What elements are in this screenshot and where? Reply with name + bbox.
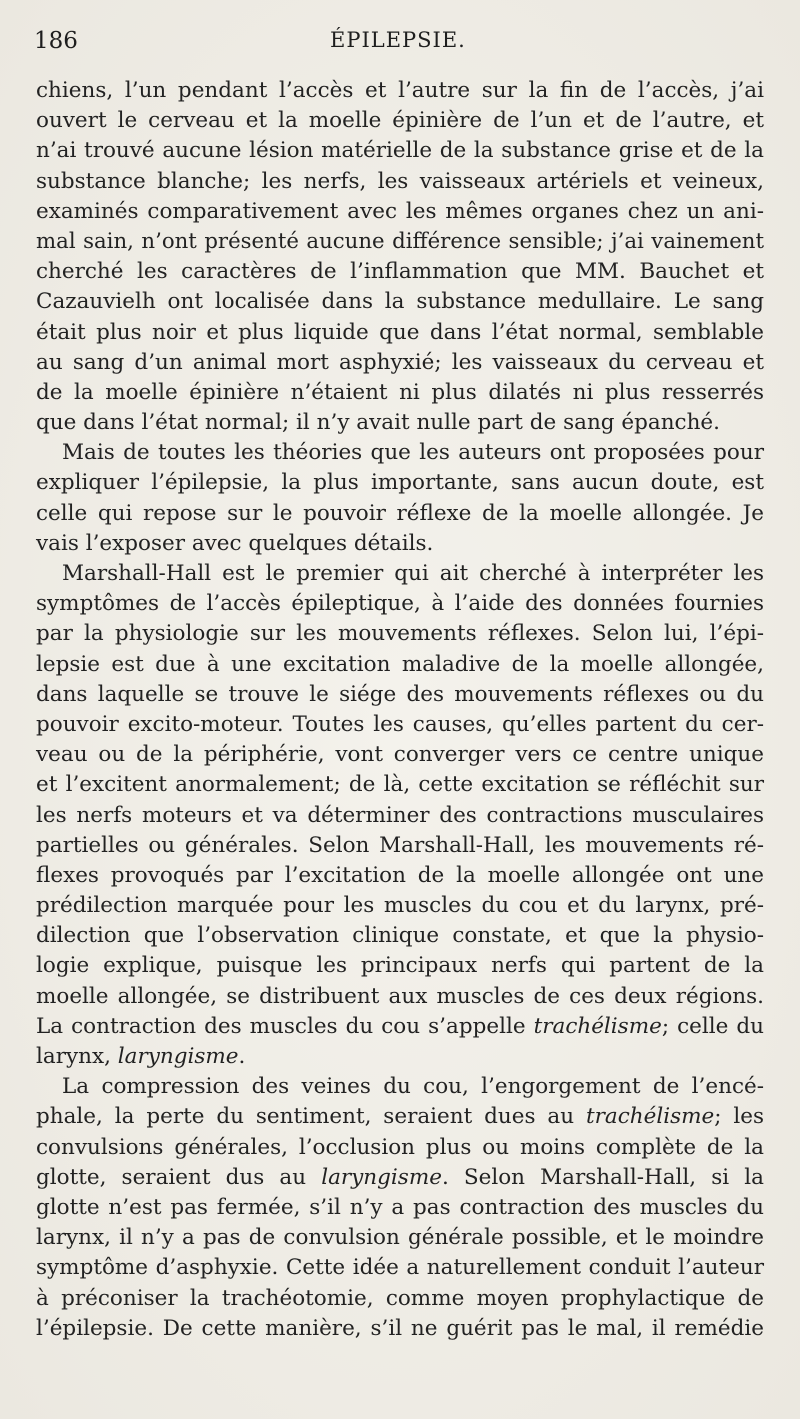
page-number: 186 [34, 28, 78, 54]
text-segment: symptôme d’asphyxie. Cette idée a naturellement conduit l’auteur [36, 1255, 764, 1281]
text-segment: dans laquelle se trouve le siége des mouvements réflexes ou du [36, 681, 764, 707]
text-line [36, 408, 764, 438]
text-line [36, 1314, 764, 1344]
text-line [36, 1102, 764, 1132]
text-line [36, 257, 764, 287]
text-segment: et l’excitent anormalement; de là, cette excitation se réfléchit sur [36, 772, 764, 798]
text-segment: ouvert le cerveau et la moelle épinière de l’un et de l’autre, et [36, 108, 764, 134]
text-segment: l’épilepsie. De cette manière, s’il ne guérit pas le mal, il remédie [36, 1315, 764, 1341]
text-segment: les nerfs moteurs et va déterminer des contractions musculaires [36, 802, 764, 828]
text-line [36, 1133, 764, 1163]
text-line [36, 1284, 764, 1314]
text-segment: par la physiologie sur les mouvements réflexes. Selon lui, l’épi- [36, 621, 764, 647]
text-segment: glotte, seraient dus au [36, 1164, 322, 1190]
text-line [36, 619, 764, 649]
text-segment: Mais de toutes les théories que les auteurs ont proposées pour [62, 440, 764, 466]
text-segment: examinés comparativement avec les mêmes organes chez un ani- [36, 198, 764, 224]
text-segment: convulsions générales, l’occlusion plus ou moins complète de la [36, 1134, 764, 1160]
text-segment: pouvoir excito-moteur. Toutes les causes, qu’elles partent du cer- [36, 711, 764, 737]
text-segment: Cazauvielh ont localisée dans la substance medullaire. Le sang [36, 289, 764, 315]
text-line [36, 861, 764, 891]
text-line [36, 921, 764, 951]
text-line [36, 1072, 764, 1102]
text-segment: lepsie est due à une excitation maladive de la moelle allongée, [36, 651, 764, 677]
text-segment: expliquer l’épilepsie, la plus importante, sans aucun doute, est [36, 470, 764, 496]
text-segment: flexes provoqués par l’excitation de la moelle allongée ont une [36, 862, 764, 888]
text-line [36, 468, 764, 498]
text-segment: au sang d’un animal mort asphyxié; les vaisseaux du cerveau et [36, 349, 764, 375]
text-line [36, 1193, 764, 1223]
italic-term: trachélisme [585, 1104, 715, 1130]
text-line [36, 318, 764, 348]
text-line [36, 559, 764, 589]
text-segment: à préconiser la trachéotomie, comme moyen prophylactique de [36, 1285, 764, 1311]
text-segment: symptômes de l’accès épileptique, à l’aide des données fournies [36, 591, 764, 617]
text-line [36, 106, 764, 136]
text-segment: phale, la perte du sentiment, seraient dues au [36, 1104, 586, 1130]
italic-term: laryngisme [321, 1164, 442, 1190]
text-line [36, 951, 764, 981]
text-line [36, 891, 764, 921]
text-segment: mal sain, n’ont présenté aucune différence sensible; j’ai vainement [36, 228, 764, 254]
text-segment: prédilection marquée pour les muscles du cou et du larynx, pré- [36, 893, 764, 919]
text-line [36, 378, 764, 408]
text-line [36, 801, 764, 831]
text-line [36, 710, 764, 740]
text-segment: de la moelle épinière n’étaient ni plus dilatés ni plus resserrés [36, 379, 764, 405]
text-segment: n’ai trouvé aucune lésion matérielle de la substance grise et de la [36, 138, 764, 164]
text-line [36, 1012, 764, 1042]
text-segment: vais l’exposer avec quelques détails. [36, 530, 434, 556]
text-segment: substance blanche; les nerfs, les vaisseaux artériels et veineux, [36, 168, 764, 194]
text-line [36, 1253, 764, 1283]
text-segment: chiens, l’un pendant l’accès et l’autre sur la fin de l’accès, j’ai [36, 78, 764, 103]
text-segment: larynx, il n’y a pas de convulsion générale possible, et le moindre [36, 1225, 764, 1251]
italic-term: trachélisme [533, 1013, 662, 1039]
text-segment: celle qui repose sur le pouvoir réflexe de la moelle allongée. Je [36, 500, 764, 526]
text-line [36, 348, 764, 378]
italic-term: laryngisme [117, 1044, 239, 1069]
text-segment: dilection que l’observation clinique constate, et que la physio- [36, 923, 764, 949]
page-header [34, 28, 764, 64]
text-segment: ; celle du [661, 1013, 764, 1039]
text-line [36, 529, 764, 559]
text-line [36, 680, 764, 710]
text-segment: que dans l’état normal; il n’y avait nulle part de sang épanché. [36, 410, 720, 436]
text-line [36, 740, 764, 770]
text-segment: cherché les caractères de l’inflammation que MM. Bauchet et [36, 259, 764, 285]
text-segment: . [238, 1044, 246, 1069]
text-line [36, 831, 764, 861]
body-text [36, 76, 764, 1344]
text-line [36, 982, 764, 1012]
text-line [36, 227, 764, 257]
text-segment: ; les [714, 1104, 764, 1130]
text-line [36, 1163, 764, 1193]
running-head: ÉPILEPSIE. [330, 28, 466, 52]
text-line [36, 1223, 764, 1253]
text-line [36, 438, 764, 468]
text-line [36, 197, 764, 227]
text-segment: . Selon Marshall-Hall, si la [441, 1164, 764, 1190]
text-segment: était plus noir et plus liquide que dans l’état normal, semblable [36, 319, 764, 345]
text-segment: glotte n’est pas fermée, s’il n’y a pas contraction des muscles du [36, 1194, 764, 1220]
text-line [36, 499, 764, 529]
text-segment: moelle allongée, se distribuent aux muscles de ces deux régions. [36, 983, 764, 1009]
text-segment: veau ou de la périphérie, vont converger vers ce centre unique [36, 742, 764, 768]
text-segment: Marshall-Hall est le premier qui ait cherché à interpréter les [62, 561, 764, 586]
text-segment: partielles ou générales. Selon Marshall-Hall, les mouvements ré- [36, 832, 764, 858]
text-line [36, 1042, 764, 1072]
text-segment: La compression des veines du cou, l’engorgement de l’encé- [62, 1074, 764, 1100]
text-line [36, 287, 764, 317]
text-line [36, 770, 764, 800]
text-line [36, 589, 764, 619]
text-line [36, 76, 764, 106]
text-line [36, 650, 764, 680]
text-segment: logie explique, puisque les principaux nerfs qui partent de la [36, 953, 764, 979]
text-segment: La contraction des muscles du cou s’appelle [36, 1013, 534, 1039]
text-segment: larynx, [36, 1044, 118, 1069]
text-line [36, 167, 764, 197]
text-line [36, 136, 764, 166]
